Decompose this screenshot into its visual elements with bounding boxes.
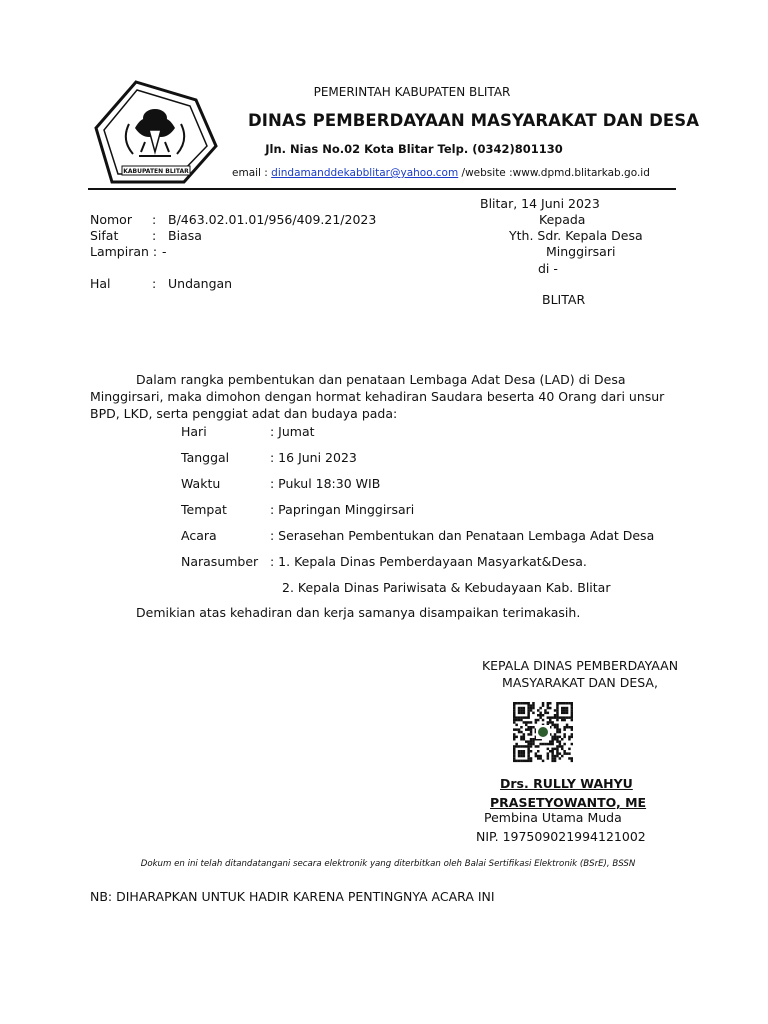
waktu-label: Waktu: [181, 476, 221, 491]
nomor-colon: :: [152, 212, 157, 227]
signer-nip: NIP. 197509021994121002: [476, 829, 646, 844]
tanggal-value: : 16 Juni 2023: [270, 450, 357, 465]
hari-label: Hari: [181, 424, 207, 439]
closing-text: Demikian atas kehadiran dan kerja samanya disampaikan terimakasih.: [136, 605, 581, 620]
office-address: Jln. Nias No.02 Kota Blitar Telp. (0342)801130: [265, 142, 563, 156]
sifat-value: Biasa: [168, 228, 202, 243]
website-text: /website :www.dpmd.blitarkab.go.id: [458, 167, 650, 179]
signer-name-2: PRASETYOWANTO, ME: [490, 795, 647, 810]
narasumber-label: Narasumber: [181, 554, 259, 569]
hari-value: : Jumat: [270, 424, 315, 439]
signer-rank: Pembina Utama Muda: [484, 810, 622, 825]
nb-note: NB: DIHARAPKAN UNTUK HADIR KARENA PENTINGNYA ACARA INI: [90, 889, 495, 904]
hal-colon: :: [152, 276, 157, 291]
signer-title-2: MASYARAKAT DAN DESA,: [502, 675, 658, 690]
recipient-city: BLITAR: [542, 292, 586, 307]
nomor-label: Nomor: [90, 212, 132, 227]
signature-qr-code: [513, 696, 573, 768]
tempat-value: : Papringan Minggirsari: [270, 502, 415, 517]
recipient-kepada: Kepada: [539, 212, 586, 227]
contact-line: [232, 167, 650, 179]
signer-name-1: Drs. RULLY WAHYU: [500, 776, 633, 791]
e-signature-note: Dokum en ini telah ditandatangani secara elektronik yang diterbitkan oleh Balai Sertifikasi Elektronik (BSrE), BSSN: [140, 859, 636, 869]
sifat-colon: :: [152, 228, 157, 243]
logo-text: KABUPATEN BLITAR: [123, 168, 189, 175]
header-divider: [88, 188, 676, 190]
recipient-di: di -: [538, 261, 558, 276]
narasumber-1: : 1. Kepala Dinas Pemberdayaan Masyarkat&Desa.: [270, 554, 587, 569]
waktu-value: : Pukul 18:30 WIB: [270, 476, 381, 491]
department-name: DINAS PEMBERDAYAAN MASYARAKAT DAN DESA: [248, 111, 700, 130]
body-line-1: Dalam rangka pembentukan dan penataan Lembaga Adat Desa (LAD) di Desa: [136, 372, 626, 387]
acara-label: Acara: [181, 528, 217, 543]
recipient-to: Yth. Sdr. Kepala Desa: [509, 228, 643, 243]
nomor-value: B/463.02.01.01/956/409.21/2023: [168, 212, 377, 227]
government-name: PEMERINTAH KABUPATEN BLITAR: [313, 85, 511, 99]
narasumber-2: 2. Kepala Dinas Pariwisata & Kebudayaan Kab. Blitar: [282, 580, 611, 595]
lampiran-value: -: [162, 244, 167, 259]
email-label: email :: [232, 167, 272, 179]
hal-value: Undangan: [168, 276, 233, 291]
recipient-village: Minggirsari: [546, 244, 616, 259]
signer-title-1: KEPALA DINAS PEMBERDAYAAN: [481, 658, 679, 673]
letter-date: Blitar, 14 Juni 2023: [480, 196, 600, 211]
email-link[interactable]: dindamanddekabblitar@yahoo.com: [271, 167, 459, 179]
sifat-label: Sifat: [90, 228, 119, 243]
tempat-label: Tempat: [181, 502, 227, 517]
body-line-3: BPD, LKD, serta penggiat adat dan budaya pada:: [90, 406, 398, 421]
acara-value: : Serasehan Pembentukan dan Penataan Lembaga Adat Desa: [270, 528, 655, 543]
lampiran-label: Lampiran :: [90, 244, 158, 259]
body-paragraph: [90, 371, 665, 422]
tanggal-label: Tanggal: [181, 450, 230, 465]
body-line-2: Minggirsari, maka dimohon dengan hormat kehadiran Saudara beserta 40 Orang dari unsur: [90, 389, 665, 404]
hal-label: Hal: [90, 276, 111, 291]
